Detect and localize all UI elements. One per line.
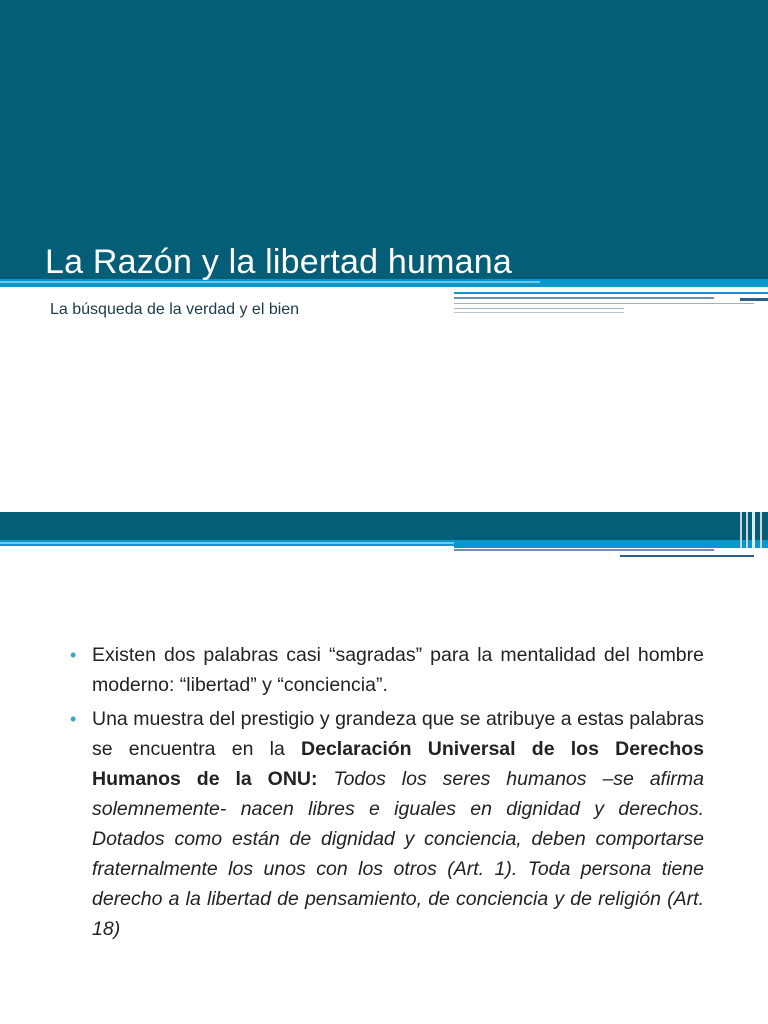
accent-stripe <box>454 312 624 313</box>
accent-stripe <box>760 512 762 548</box>
accent-stripe <box>740 512 742 548</box>
accent-stripe <box>454 297 714 299</box>
accent-stripe <box>0 542 460 544</box>
content-slide <box>0 512 768 1024</box>
accent-stripe <box>454 303 754 304</box>
accent-stripe <box>454 540 768 548</box>
accent-stripe <box>740 298 768 301</box>
accent-stripe <box>454 308 624 309</box>
header-band <box>0 512 768 540</box>
accent-stripe <box>746 512 748 548</box>
bullet-text-bold: Declaración Universal de los Derechos Humanos de la ONU: <box>92 738 704 790</box>
accent-stripe <box>454 292 768 294</box>
list-item <box>70 640 704 700</box>
bullet-icon: • <box>70 709 77 729</box>
list-item <box>70 704 704 944</box>
accent-stripe <box>620 555 754 557</box>
bullet-list <box>70 640 704 948</box>
bullet-text-italic: Todos los seres humanos –se afirma solemnemente- nacen libres e iguales en dignidad y derechos. Dotados como están de dignidad y conciencia, deben comportarse fraternalmente los unos con los otros (Art. 1). Toda persona tiene derecho a la libertad de pensamiento, de conciencia y de religión (Art. 18) <box>92 768 704 940</box>
accent-stripe <box>752 512 755 548</box>
accent-stripe <box>454 549 714 551</box>
bullet-text-plain: Una muestra del prestigio y grandeza que se atribuye a estas palabras se encuentra en la <box>92 708 704 760</box>
slide-subtitle: La búsqueda de la verdad y el bien <box>50 301 300 318</box>
bullet-text: Existen dos palabras casi “sagradas” para la mentalidad del hombre moderno: “libertad” y “conciencia”. <box>92 644 704 696</box>
bullet-icon: • <box>70 645 77 665</box>
slide-title: La Razón y la libertad humana <box>45 243 512 281</box>
